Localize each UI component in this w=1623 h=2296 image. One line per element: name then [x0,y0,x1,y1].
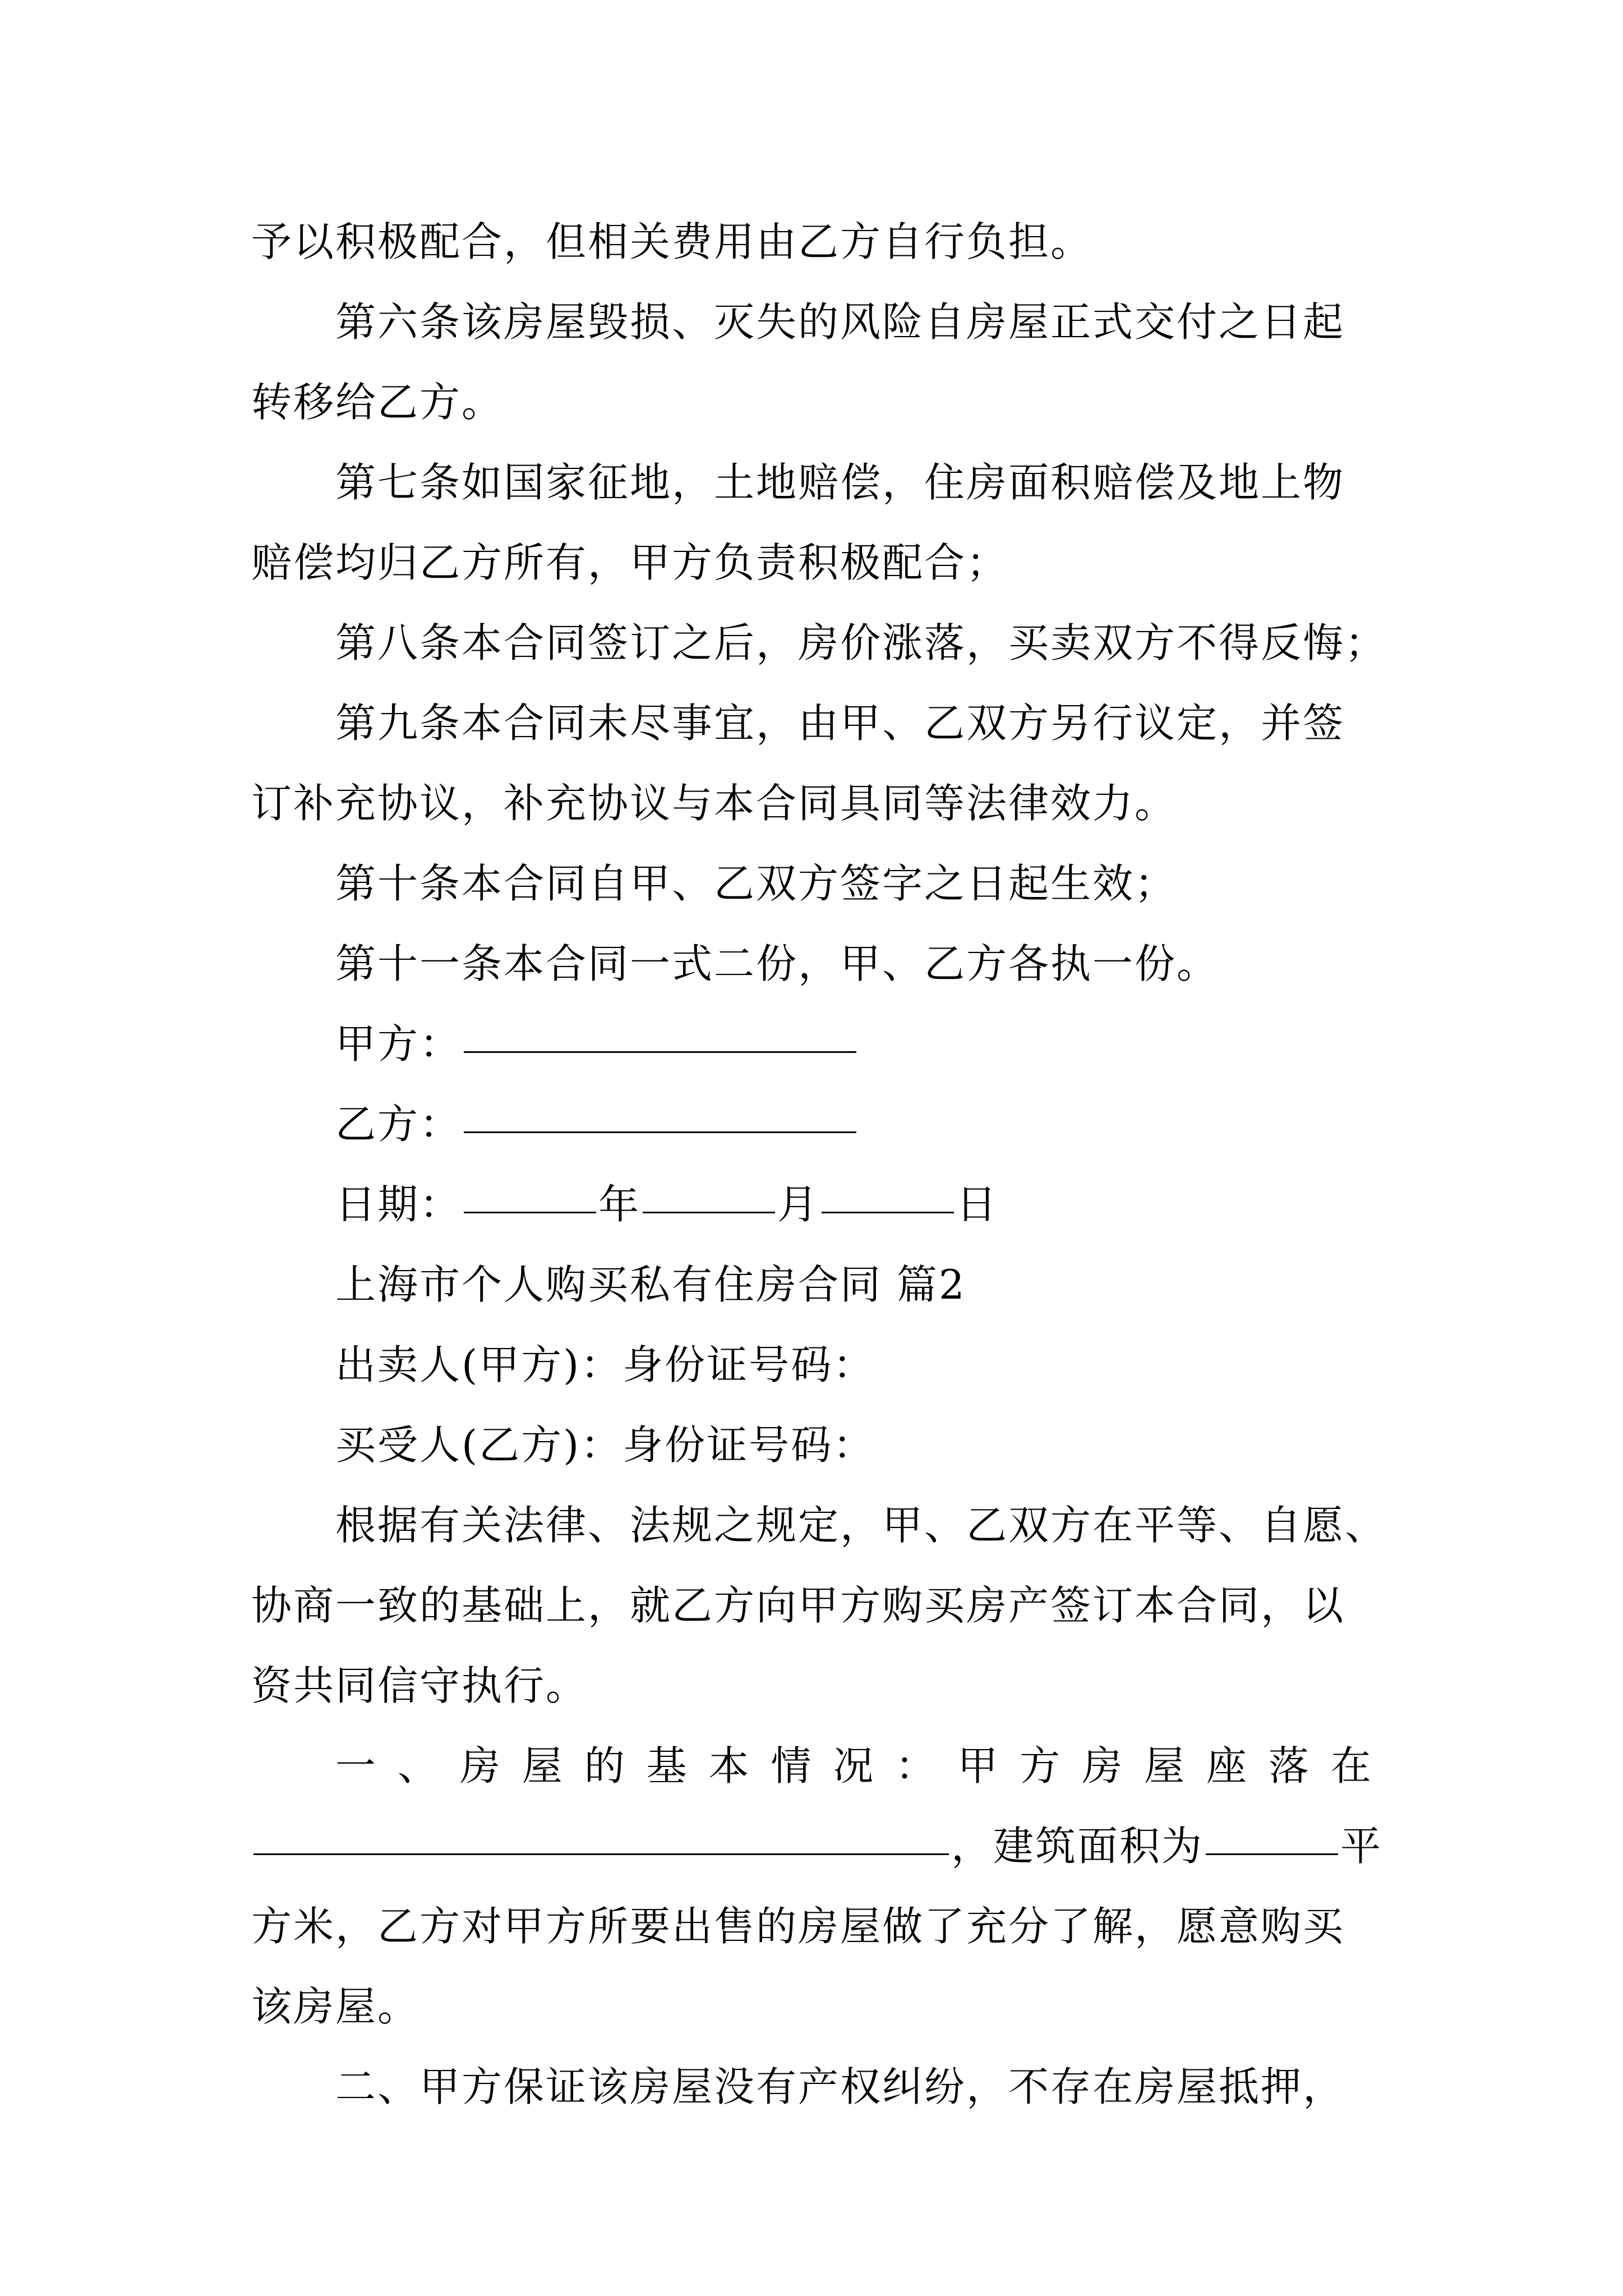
year-label: 年 [598,1181,641,1228]
spread-char: 的 [584,1742,626,1789]
spread-char: ： [895,1742,938,1789]
article-6-line-2: 转移给乙方。 [251,379,504,426]
area-unit-start: 平 [1340,1823,1383,1870]
article-7-line-1: 第七条如国家征地，土地赔偿，住房面积赔偿及地上物 [335,459,1345,506]
area-label: ，建筑面积为 [951,1823,1204,1870]
address-blank[interactable] [253,1806,949,1855]
article-8: 第八条本合同签订之后，房价涨落，买卖双方不得反悔； [335,619,1387,666]
date-line [251,1165,1373,1245]
party-a-label: 甲方： [335,1020,462,1068]
article-10: 第十条本合同自甲、乙双方签字之日起生效； [335,860,1177,907]
day-blank[interactable] [822,1165,954,1213]
intro-line-1: 根据有关法律、法规之规定，甲、乙双方在平等、自愿、 [335,1502,1387,1549]
day-label: 日 [956,1181,999,1228]
article-9-line-1: 第九条本合同未尽事宜，由甲、乙双方另行议定，并签 [335,700,1345,747]
spread-char: 落 [1268,1742,1311,1789]
month-label: 月 [777,1181,820,1228]
contract-2-title: 上海市个人购买私有住房合同 篇2 [335,1261,966,1308]
spread-char: 在 [1330,1742,1373,1789]
article-11: 第十一条本合同一式二份，甲、乙方各执一份。 [335,940,1219,987]
article-9-line-2: 订补充协议，补充协议与本合同具同等法律效力。 [251,780,1177,827]
intro-line-2: 协商一致的基础上，就乙方向甲方购买房产签订本合同，以 [251,1582,1345,1629]
seller-line: 出卖人(甲方)：身份证号码： [335,1341,875,1388]
spread-char: 况 [833,1742,875,1789]
spread-char: 房 [1082,1742,1124,1789]
section-1-line-3: 方米，乙方对甲方所要出售的房屋做了充分了解，愿意购买 [251,1903,1345,1950]
party-b-label: 乙方： [335,1101,462,1148]
party-b-signature-line [251,1084,1373,1165]
spread-char: 座 [1206,1742,1248,1789]
section-1-line-1 [251,1726,1373,1806]
spread-char: 基 [646,1742,689,1789]
article-7-line-2: 赔偿均归乙方所有，甲方负责积极配合； [251,539,1009,586]
document-body [251,202,1387,2127]
section-2-line-1: 二、甲方保证该房屋没有产权纠纷，不存在房屋抵押， [335,2063,1345,2110]
spread-char: 情 [771,1742,813,1789]
section-1-line-4: 该房屋。 [251,1983,420,2030]
intro-line-3: 资共同信守执行。 [251,1662,588,1709]
party-b-blank[interactable] [464,1084,856,1133]
month-blank[interactable] [643,1165,775,1213]
spread-char: 本 [708,1742,751,1789]
year-blank[interactable] [464,1165,596,1213]
party-a-blank[interactable] [464,1004,856,1053]
spread-char: 甲 [957,1742,1000,1789]
buyer-line: 买受人(乙方)：身份证号码： [335,1421,875,1469]
spread-char: 屋 [522,1742,564,1789]
spread-char: 方 [1020,1742,1062,1789]
area-blank[interactable] [1206,1806,1338,1855]
date-label: 日期： [335,1181,462,1228]
article-6-line-1: 第六条该房屋毁损、灭失的风险自房屋正式交付之日起 [335,298,1345,346]
text-line: 予以积极配合，但相关费用由乙方自行负担。 [251,218,1093,265]
section-1-line-2 [251,1806,1383,1887]
spread-char: 屋 [1144,1742,1186,1789]
spread-char: 一 [335,1742,378,1789]
spread-char: 、 [397,1742,440,1789]
party-a-signature-line [251,1004,1373,1084]
spread-char: 房 [459,1742,502,1789]
